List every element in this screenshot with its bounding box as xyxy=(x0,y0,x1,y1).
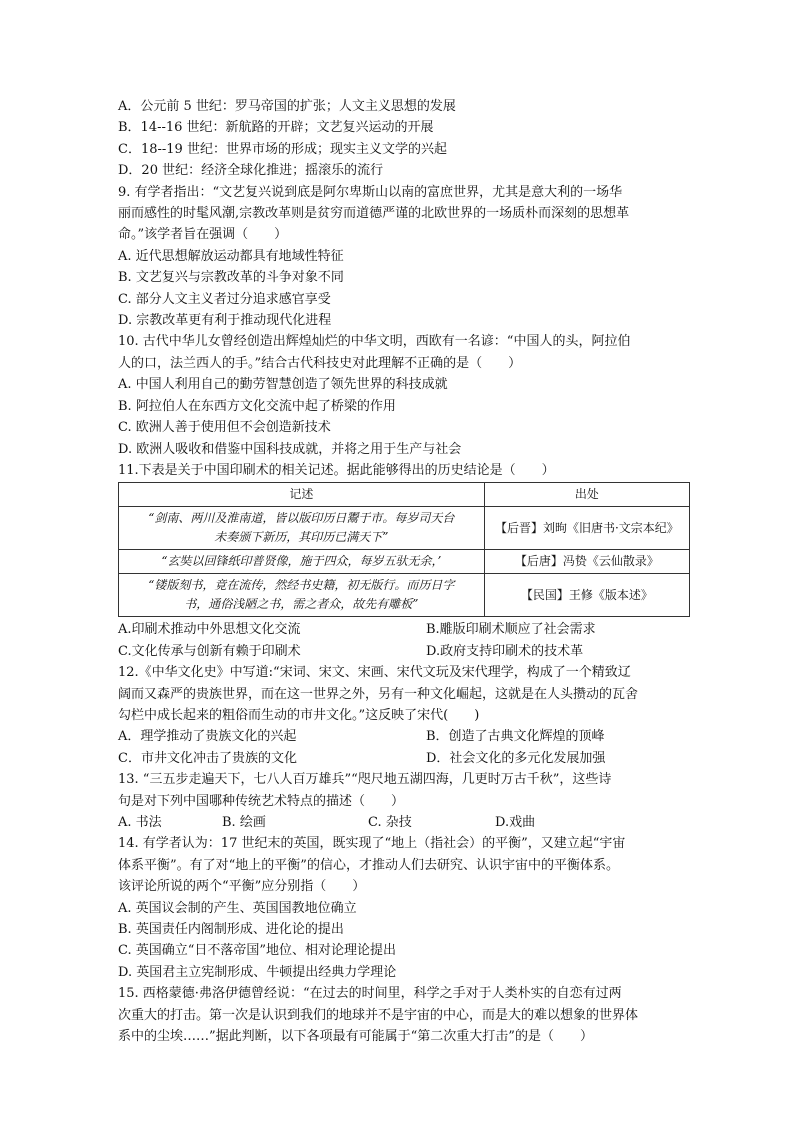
q14-option-d: D. 英国君主立宪制形成、牛顿提出经典力学理论 xyxy=(118,964,397,980)
q11-stem: 11.下表是关于中国印刷术的相关记述。据此能够得出的历史结论是（ ） xyxy=(118,462,555,478)
q9-stem-line: 命。”该学者旨在强调（ ） xyxy=(118,227,288,243)
q9-option-c: C. 部分人文主义者过分追求感官享受 xyxy=(118,291,331,307)
q12-option-c: C．市井文化冲击了贵族的文化 xyxy=(118,750,297,766)
table-cell-record xyxy=(119,507,485,550)
q11-option-b: B.雕版印刷术顺应了社会需求 xyxy=(426,622,596,638)
q9-option-d: D. 宗教改革更有利于推动现代化进程 xyxy=(118,313,332,329)
q11-options-row xyxy=(118,619,690,640)
table-cell-source: 【后晋】刘昫《旧唐书·文宗本纪》 xyxy=(484,507,689,550)
q11-option-d: D.政府支持印刷术的技术革 xyxy=(426,643,584,659)
q13-option-b: B. 绘画 xyxy=(222,814,266,830)
q9-option-a: A. 近代思想解放运动都具有地域性特征 xyxy=(118,248,344,264)
q11-options-row xyxy=(118,641,690,662)
question-12 xyxy=(118,662,690,769)
q12-stem-line: 阔而又森严的贵族世界，而在这一世界之外，另有一种文化崛起，这就是在人头攒动的瓦舍 xyxy=(118,686,639,702)
table-header-source: 出处 xyxy=(484,483,689,507)
q9-option-b: B. 文艺复兴与宗教改革的斗争对象不同 xyxy=(118,270,344,286)
q12-option-b: B．创造了古典文化辉煌的顶峰 xyxy=(426,729,605,745)
table-row xyxy=(119,507,690,550)
q10-option-d: D. 欧洲人吸收和借鉴中国科技成就，并将之用于生产与社会 xyxy=(118,441,462,457)
table-header-record: 记述 xyxy=(119,483,485,507)
q12-options-row xyxy=(118,726,690,747)
q14-stem-line: 14. 有学者认为：17 世纪末的英国，既实现了“地上（指社会）的平衡”，又建立起“宇宙 xyxy=(118,836,626,852)
record-line: “镂版刻书，竟在流传，然经书史籍，初无版行。而历日字 xyxy=(148,578,455,593)
q9-stem-line: 丽而感性的时髦风潮,宗教改革则是贫穷而道德严谨的北欧世界的一场质朴而深刻的思想革 xyxy=(118,206,630,222)
table-cell-source: 【民国】王修《版本述》 xyxy=(484,574,689,617)
q11-option-a: A.印刷术推动中外思想文化交流 xyxy=(118,622,301,638)
question-15 xyxy=(118,983,690,1047)
q8-option-a: A．公元前 5 世纪：罗马帝国的扩张；人文主义思想的发展 xyxy=(118,99,456,114)
table-cell-record xyxy=(119,574,485,617)
record-line: 书，通俗浅陋之书，需之者众，故先有雕板” xyxy=(184,597,419,612)
q14-option-a: A. 英国议会制的产生、英国国教地位确立 xyxy=(118,900,357,916)
q8-options xyxy=(118,96,690,182)
q12-options-row xyxy=(118,748,690,769)
q14-option-c: C. 英国确立“日不落帝国”地位、相对论理论提出 xyxy=(118,943,397,959)
q13-stem-line: 13. “三五步走遍天下，七八人百万雄兵”“咫尺地五湖四海，几更时万古千秋”，这些诗 xyxy=(118,772,612,788)
q12-stem-line: 12.《中华文化史》中写道:“宋词、宋文、宋画、宋代文玩及宋代理学，构成了一个精致辽 xyxy=(118,665,631,681)
q8-option-b: B．14--16 世纪：新航路的开辟；文艺复兴运动的开展 xyxy=(118,120,434,136)
q12-option-a: A．理学推动了贵族文化的兴起 xyxy=(118,729,297,745)
q11-record-table xyxy=(118,482,690,617)
question-11 xyxy=(118,460,690,662)
q15-stem-line: 15. 西格蒙德·弗洛伊德曾经说：“在过去的时间里，科学之手对于人类朴实的自恋有过两 xyxy=(118,986,622,1002)
table-cell-source: 【后唐】冯贽《云仙散录》 xyxy=(484,550,689,574)
q8-option-c: C．18--19 世纪：世界市场的形成；现实主义文学的兴起 xyxy=(118,141,447,157)
record-line: 未奏颁下新历，其印历已满天下” xyxy=(214,530,389,545)
table-cell-record xyxy=(119,550,485,574)
question-14 xyxy=(118,833,690,983)
table-header-row xyxy=(119,483,690,507)
q13-option-a: A. 书法 xyxy=(118,814,162,830)
q10-option-a: A. 中国人利用自己的勤劳智慧创造了领先世界的科技成就 xyxy=(118,377,448,393)
exam-page xyxy=(118,96,690,1047)
q10-option-c: C. 欧洲人善于使用但不会创造新技术 xyxy=(118,420,331,436)
q9-stem-line: 9. 有学者指出：“文艺复兴说到底是阿尔卑斯山以南的富庶世界，尤其是意大利的一场华 xyxy=(118,184,623,200)
q8-option-d: D．20 世纪：经济全球化推进；摇滚乐的流行 xyxy=(118,163,384,179)
q11-option-c: C.文化传承与创新有赖于印刷术 xyxy=(118,643,301,659)
q14-option-b: B. 英国责任内阁制形成、进化论的提出 xyxy=(118,922,344,937)
table-row xyxy=(119,550,690,574)
q10-stem-line: 10. 古代中华儿女曾经创造出辉煌灿烂的中华文明，西欧有一名谚：“中国人的头，阿拉伯 xyxy=(118,334,631,350)
record-line: “玄奘以回锋纸印普贤像，施于四众，每岁五驮无余，’ xyxy=(161,554,442,569)
q15-stem-line: 次重大的打击。第一次是认识到我们的地球并不是宇宙的中心，而是大的难以想象的世界体 xyxy=(118,1007,639,1023)
q14-stem-line: 该评论所说的两个“平衡”应分别指（ ） xyxy=(118,879,366,895)
q13-stem-line: 句是对下列中国哪种传统艺术特点的描述（ ） xyxy=(118,793,405,809)
record-line: “剑南、两川及淮南道，皆以版印历日鬻于市。每岁司天台 xyxy=(148,511,455,526)
q13-option-c: C. 杂技 xyxy=(368,814,412,830)
q14-stem-line: 体系平衡”。有了对“地上的平衡”的信心，才推动人们去研究、认识宇宙中的平衡体系。 xyxy=(118,857,619,873)
q13-options-row xyxy=(118,812,690,833)
question-9 xyxy=(118,182,690,332)
q12-option-d: D．社会文化的多元化发展加强 xyxy=(426,750,606,766)
question-10 xyxy=(118,331,690,459)
q15-stem-line: 系中的尘埃……”据此判断，以下各项最有可能属于“第二次重大打击”的是（ ） xyxy=(118,1029,593,1045)
question-13 xyxy=(118,769,690,833)
q13-option-d: D.戏曲 xyxy=(495,814,536,830)
q10-option-b: B. 阿拉伯人在东西方文化交流中起了桥梁的作用 xyxy=(118,398,396,414)
table-row xyxy=(119,574,690,617)
q10-stem-line: 人的口，法兰西人的手。”结合古代科技史对此理解不正确的是（ ） xyxy=(118,355,522,371)
q12-stem-line: 勾栏中成长起来的粗俗而生动的市井文化。”这反映了宋代( ) xyxy=(118,707,480,723)
